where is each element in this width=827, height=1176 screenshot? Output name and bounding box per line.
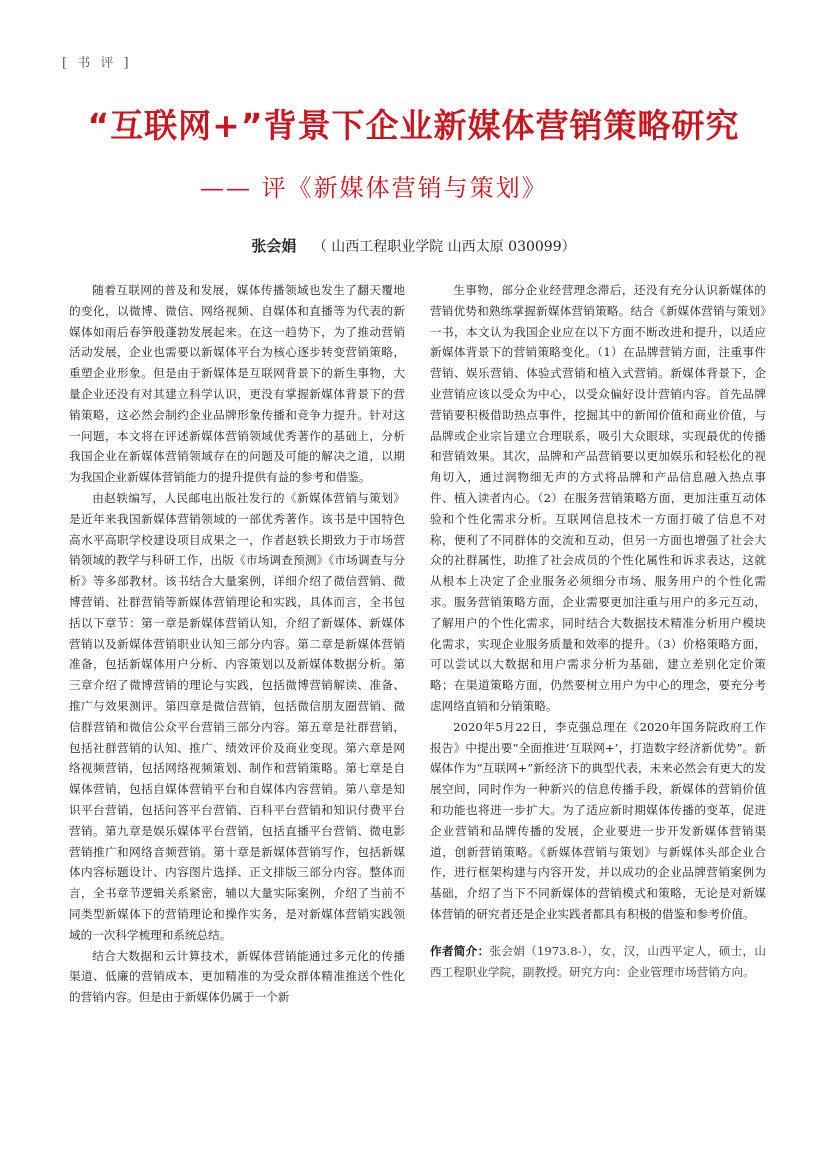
author-bio-label: 作者简介： xyxy=(430,943,490,958)
article-subtitle: —— 评《新媒体营销与策划》 xyxy=(200,174,548,202)
left-column xyxy=(69,280,405,1105)
section-tag: [ 书 评 ] xyxy=(62,56,132,71)
body-paragraph: 由赵轶编写，人民邮电出版社发行的《新媒体营销与策划》是近年来我国新媒体营销领域的一部优秀著作。该书是中国特色高水平高职学校建设项目成果之一，作者赵轶长期致力于市场营销领域的教学与科研工作，出版《市场调查预测》《市场调查与分析》等多部教材。该书结合大量案例，详细介绍了微信营销、微博营销、社群营销等新媒体营销理论和实践，具体而言，全书包括以下章节：第一章是新媒体营销认知，介绍了新媒体、新媒体营销以及新媒体营销职业认知三部分内容。第二章是新媒体营销准备，包括新媒体用户分析、内容策划以及新媒体数据分析。第三章介绍了微博营销的理论与实践，包括微博营销解读、准备、推广与效果测评。第四章是微信营销，包括微信朋友圈营销、微信群营销和微信公众平台营销三部分内容。第五章是社群营销，包括社群营销的认知、推广、绩效评价及商业变现。第六章是网络视频营销，包括网络视频策划、制作和营销策略。第七章是自媒体营销，包括自媒体营销平台和自媒体内容营销。第八章是知识平台营销，包括问答平台营销、百科平台营销和知识付费平台营销。第九章是娱乐媒体平台营销，包括直播平台营销、微电影营销推广和网络音频营销。第十章是新媒体营销写作，包括新媒体内容标题设计、内容图片选择、正文排版三部分内容。整体而言，全书章节逻辑关系紧密，辅以大量实际案例，介绍了当前不同类型新媒体下的营销理论和操作实务，是对新媒体营销实践领域的一次科学梳理和系统总结。 xyxy=(69,490,405,942)
author-line xyxy=(0,235,827,256)
article-title: “互联网+”背景下企业新媒体营销策略研究 xyxy=(87,106,740,145)
body-paragraph: 结合大数据和云计算技术，新媒体营销能通过多元化的传播渠道、低廉的营销成本，更加精准的为受众群体精准推送个性化的营销内容。但是由于新媒体仍属于一个新 xyxy=(69,948,405,1005)
author-bio xyxy=(430,941,766,983)
author-bio-text: 张会娟（1973.8-），女，汉，山西平定人，硕士，山西工程职业学院，副教授。研究方向：企业管理市场营销方向。 xyxy=(430,943,766,979)
body-paragraph: 随着互联网的普及和发展，媒体传播领域也发生了翻天覆地的变化，以微博、微信、网络视频、自媒体和直播等为代表的新媒体如雨后春笋般蓬勃发展起来。在这一趋势下，为了推动营销活动发展，企业也需要以新媒体平台为核心逐步转变营销策略，重塑企业形象。但是由于新媒体是互联网背景下的新生事物，大量企业还没有对其建立科学认识，更没有掌握新媒体背景下的营销策略，这必然会制约企业品牌形象传播和竞争力提升。针对这一问题，本文将在评述新媒体营销领域优秀著作的基础上，分析我国企业在新媒体营销领域存在的问题及可能的解决之道，以期为我国企业新媒体营销能力的提升提供有益的参考和借鉴。 xyxy=(69,283,405,485)
body-paragraph: 2020年5月22日，李克强总理在《2020年国务院政府工作报告》中提出要“全面推进‘互联网+’，打造数字经济新优势”。新媒体作为“互联网+”新经济下的典型代表，未来必然会有更大的发展空间，同时作为一种新兴的信息传播手段，新媒体的营销价值和功能也将进一步扩大。为了适应新时期媒体传播的变革，促进企业营销和品牌传播的发展，企业要进一步开发新媒体营销渠道，创新营销策略。《新媒体营销与策划》与新媒体头部企业合作，进行框架构建与内容开发，并以成功的企业品牌营销案例为基础，介绍了当下不同新媒体的营销模式和策略，无论是对新媒体营销的研究者还是企业实践者都具有积极的借鉴和参考价值。 xyxy=(430,719,766,921)
right-column xyxy=(430,280,766,1105)
author-affiliation: （ 山西工程职业学院 山西太原 030099） xyxy=(312,239,576,255)
author-name: 张会娟 xyxy=(251,237,297,255)
body-paragraph: 生事物，部分企业经营理念滞后，还没有充分认识新媒体的营销优势和熟练掌握新媒体营销策略。结合《新媒体营销与策划》一书，本文认为我国企业应在以下方面不断改进和提升，以适应新媒体背景下的营销策略变化。（1）在品牌营销方面，注重事件营销、娱乐营销、体验式营销和植入式营销。新媒体背景下，企业营销应该以受众为中心，以受众偏好设计营销内容。首先品牌营销要积极借助热点事件，挖掘其中的新闻价值和商业价值，与品牌或企业宗旨建立合理联系，吸引大众眼球，实现最优的传播和营销效果。其次，品牌和产品营销要以更加娱乐和轻松化的视角切入，通过润物细无声的方式将品牌和产品信息融入热点事件、植入读者内心。（2）在服务营销策略方面，更加注重互动体验和个性化需求分析。互联网信息技术一方面打破了信息不对称，便利了不同群体的交流和互动，但另一方面也增强了社会大众的社群属性，助推了社会成员的个性化属性和诉求表达，这就从根本上决定了企业服务必须细分市场、服务用户的个性化需求。服务营销策略方面，企业需要更加注重与用户的多元互动，了解用户的个性化需求，同时结合大数据技术精准分析用户模块化需求，实现企业服务质量和效率的提升。（3）价格策略方面，可以尝试以大数据和用户需求分析为基础，建立差别化定价策略；在渠道策略方面，仍然要树立用户为中心的理念，要充分考虑网络直销和分销策略。 xyxy=(430,283,766,713)
